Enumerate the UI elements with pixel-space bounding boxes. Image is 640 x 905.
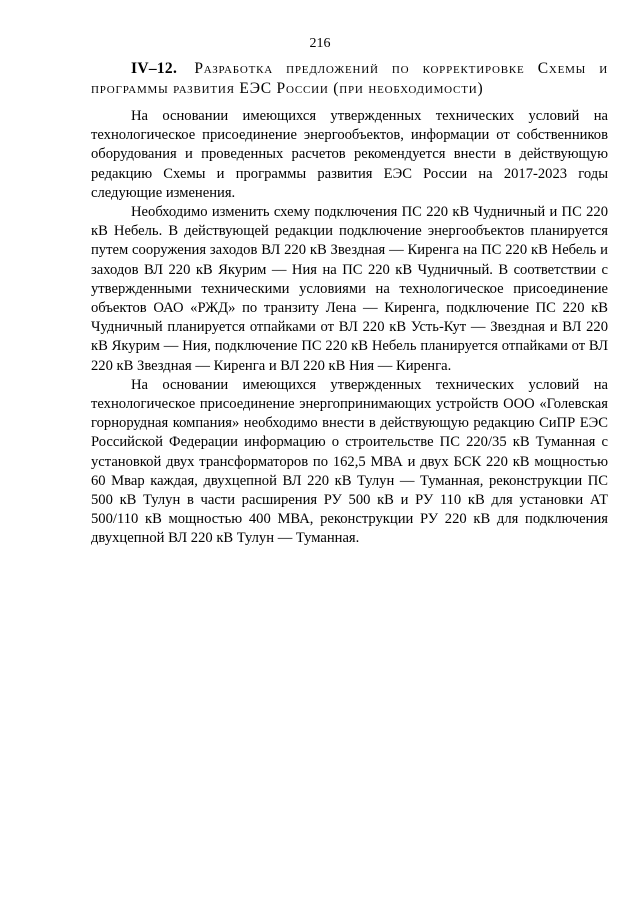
section-title: Разработка предложений по корректировке Схемы и программы развития ЕЭС России (при необходимости) [91, 60, 608, 97]
paragraph-3: На основании имеющихся утвержденных технических условий на технологическое присоединение энергопринимающих устройств ООО «Голевская горнорудная компания» необходимо внести в действующую редакцию СиПР ЕЭС Российской Федерации информацию о строительстве ПС 220/35 кВ Туманная с установкой двух трансформаторов по 162,5 МВА и двух БСК 220 кВ мощностью 60 Мвар каждая, двухцепной ВЛ 220 кВ Тулун — Туманная, реконструкции ПС 500 кВ Тулун в части расширения РУ 500 кВ и РУ 110 кВ для установки АТ 500/110 кВ мощностью 400 МВА, реконструкции РУ 220 кВ для подключения двухцепной ВЛ 220 кВ Тулун — Туманная. [91, 376, 608, 547]
section-number: IV–12. [131, 60, 178, 77]
paragraph-2: Необходимо изменить схему подключения ПС 220 кВ Чудничный и ПС 220 кВ Небель. В действующей редакции подключение энергообъектов планируется путем сооружения заходов ВЛ 220 кВ Звездная — Киренга на ПС 220 кВ Небель и заходов ВЛ 220 кВ Якурим — Ния на ПС 220 кВ Чудничный. В соответствии с утвержденными техническими условиями на технологическое присоединение объектов ОАО «РЖД» по транзиту Лена — Киренга, подключение ПС 220 кВ Чудничный планируется отпайками от ВЛ 220 кВ Усть-Кут — Звездная и ВЛ 220 кВ Якурим — Ния, подключение ПС 220 кВ Небель планируется отпайками от ВЛ 220 кВ Звездная — Киренга и ВЛ 220 кВ Ния — Киренга. [91, 204, 608, 374]
section-heading [91, 59, 608, 99]
paragraph-1: На основании имеющихся утвержденных технических условий на технологическое присоединение энергообъектов, информации от собственников оборудования и проведенных расчетов рекомендуется внести в действующую редакцию Схемы и программы развития ЕЭС России на 2017-2023 годы следующие изменения. [91, 108, 608, 201]
page-number: 216 [309, 36, 331, 51]
document-body [91, 59, 608, 549]
